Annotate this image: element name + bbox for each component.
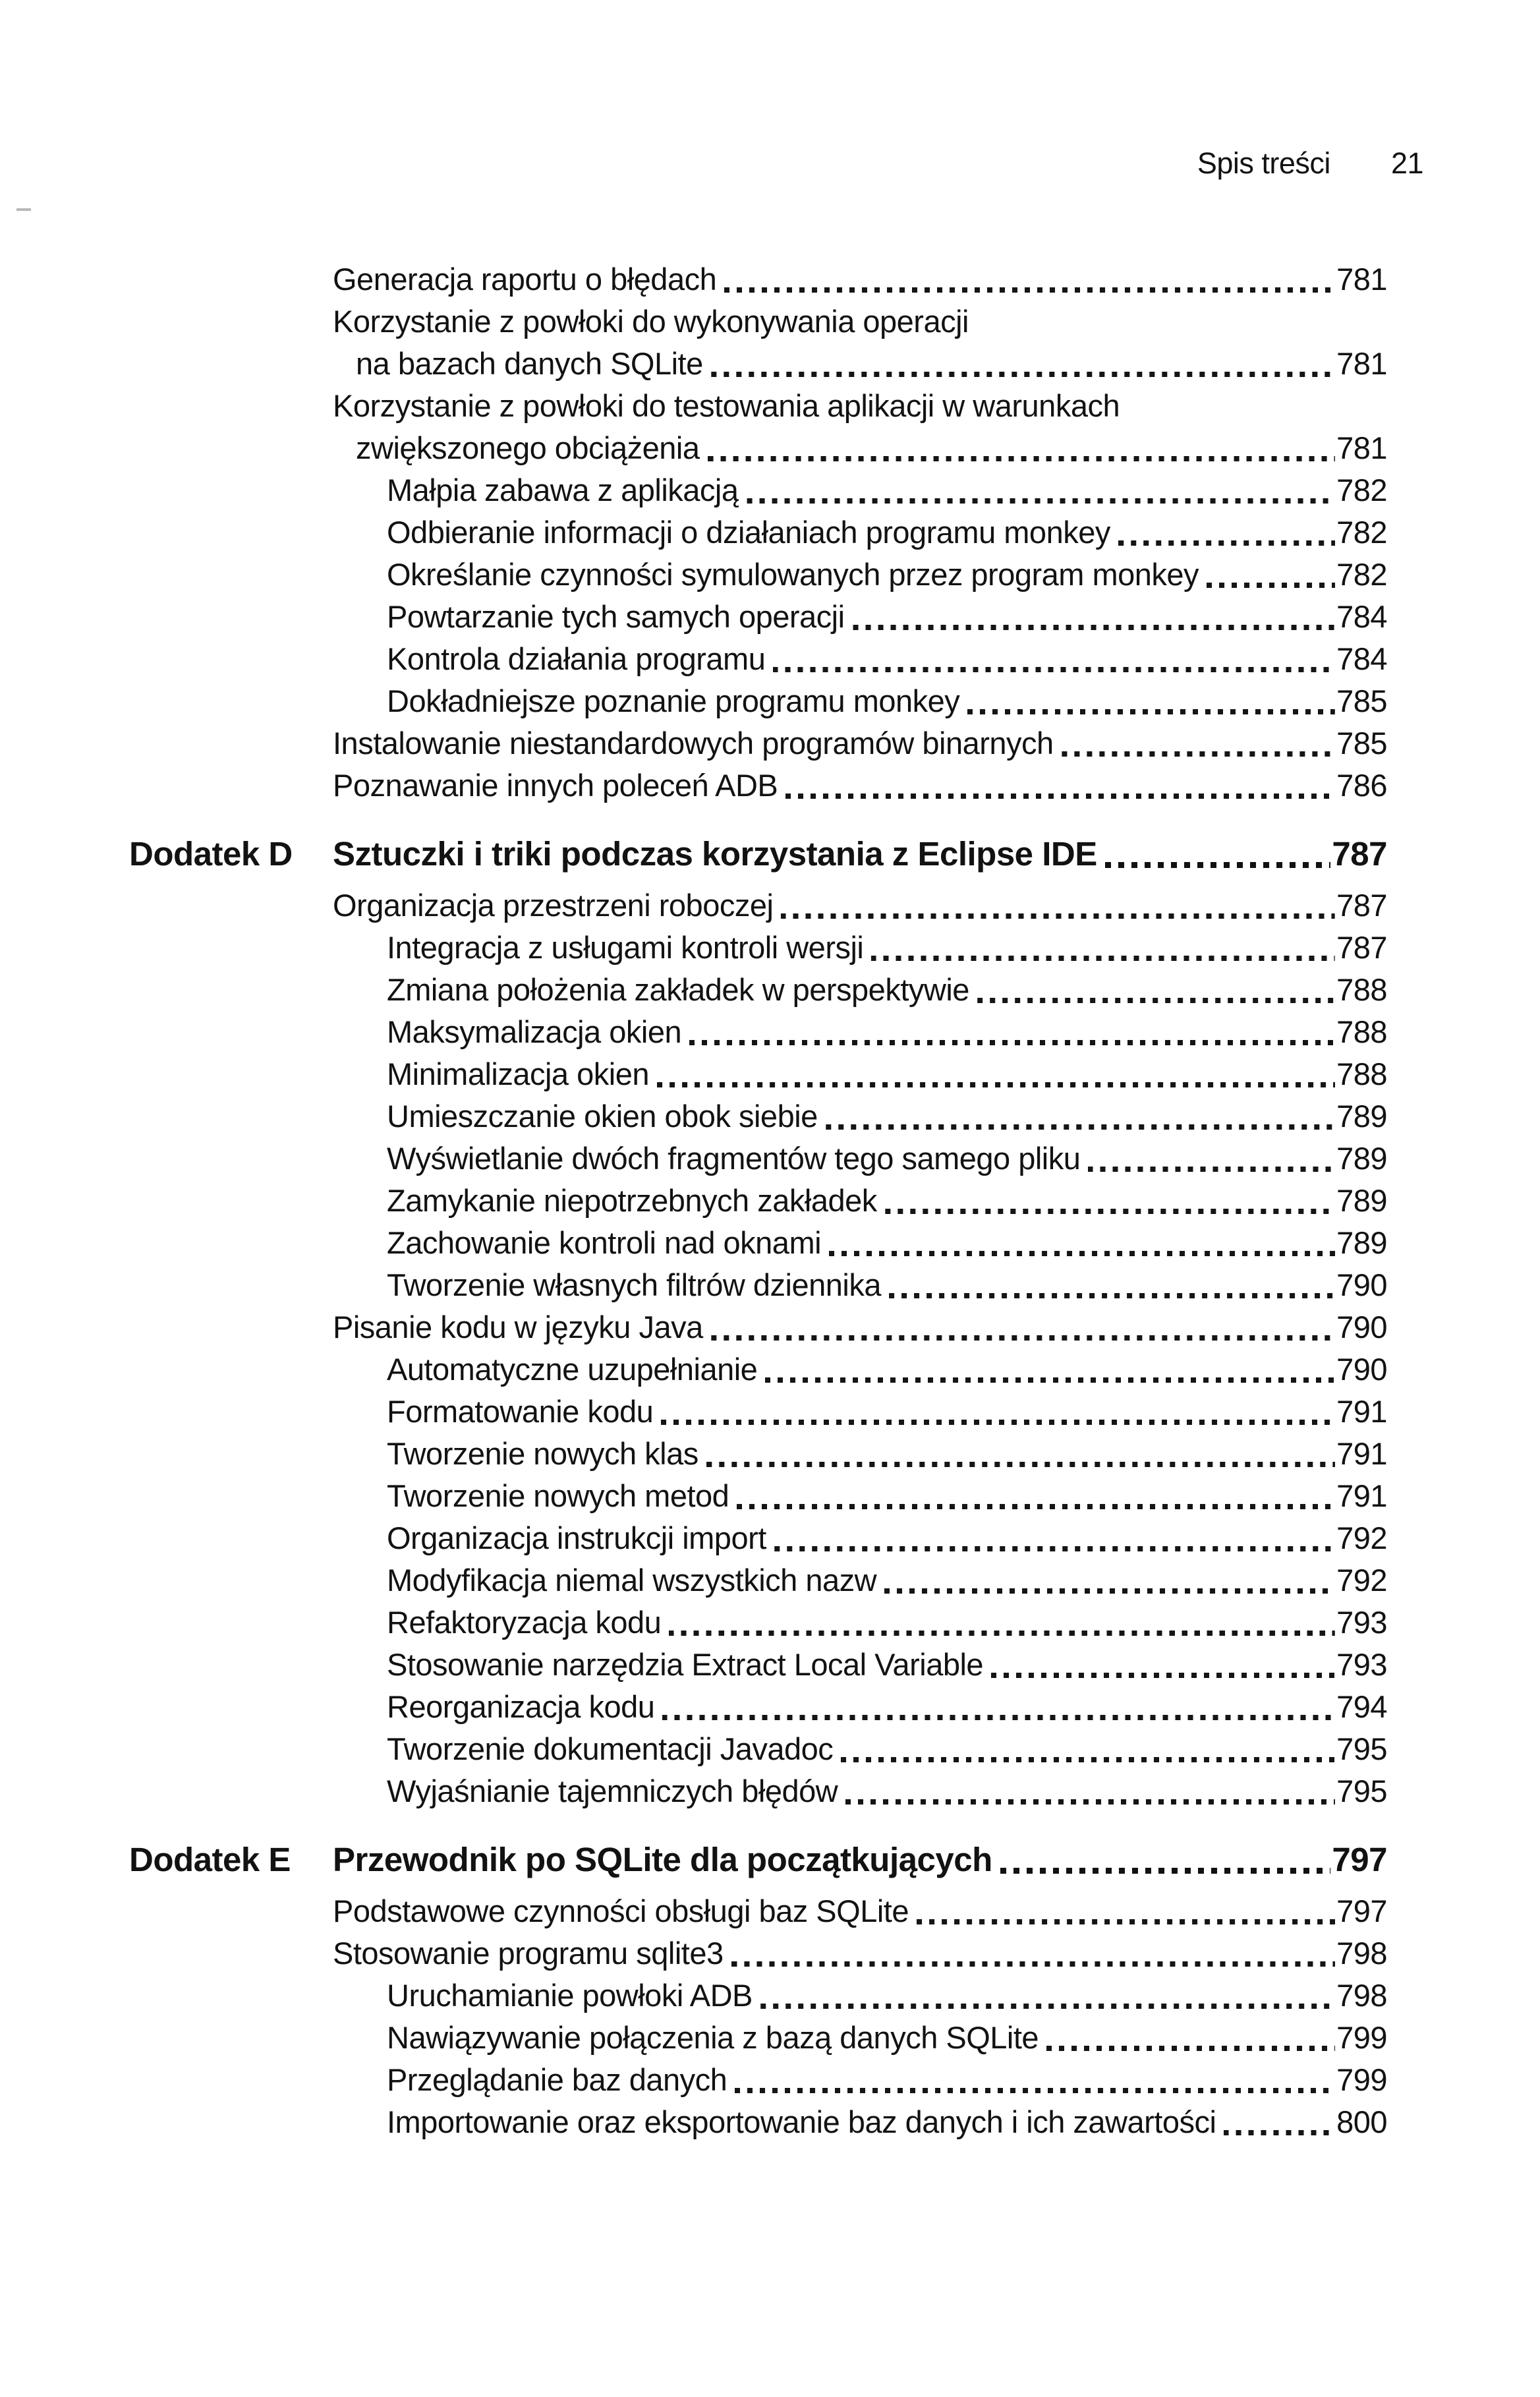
toc-entry-label: Powtarzanie tych samych operacji (387, 599, 845, 634)
toc (0, 258, 1387, 2143)
toc-entry (0, 969, 1387, 1011)
toc-entry (0, 511, 1387, 554)
dot-leader (967, 709, 1335, 714)
toc-entry-line (387, 927, 1387, 969)
toc-entry-line (333, 765, 1387, 807)
toc-entry-label: Podstawowe czynności obsługi baz SQLite (333, 1893, 909, 1928)
toc-entry-line (387, 511, 1387, 554)
toc-page-number: 787 (1336, 888, 1387, 923)
toc-page-number: 789 (1336, 1225, 1387, 1260)
dot-leader (711, 1335, 1335, 1341)
toc-entry (0, 1644, 1387, 1686)
toc-entry-line (387, 554, 1387, 596)
toc-entry-label: Zachowanie kontroli nad oknami (387, 1225, 822, 1260)
toc-entry-line (387, 1053, 1387, 1095)
toc-entry-line (387, 1222, 1387, 1264)
dot-leader (760, 2004, 1335, 2009)
toc-entry-line (333, 258, 1387, 301)
toc-page-number: 784 (1336, 641, 1387, 676)
toc-entry (0, 1391, 1387, 1433)
toc-entry-label: Stosowanie programu sqlite3 (333, 1936, 724, 1971)
toc-entry-label: Zmiana położenia zakładek w perspektywie (387, 972, 969, 1007)
toc-page-number: 781 (1336, 430, 1387, 465)
toc-entry-label: Minimalizacja okien (387, 1056, 649, 1091)
appendix-title: Sztuczki i triki podczas korzystania z Eclipse IDE (333, 835, 1097, 873)
appendix-label: Dodatek E (129, 1841, 291, 1878)
toc-entry (0, 1348, 1387, 1391)
toc-entry-line (387, 1264, 1387, 1306)
dot-leader (841, 1757, 1335, 1762)
dot-leader (1224, 2130, 1335, 2135)
toc-entry-line (387, 1433, 1387, 1475)
toc-entry (0, 1686, 1387, 1728)
toc-entry-label: Nawiązywanie połączenia z bazą danych SQLite (387, 2020, 1039, 2055)
dot-leader (711, 372, 1335, 377)
toc-entry-line (387, 1475, 1387, 1517)
toc-entry-label: Organizacja instrukcji import (387, 1520, 766, 1555)
toc-page-number: 793 (1336, 1605, 1387, 1640)
dot-leader (774, 1546, 1335, 1551)
scan-artifact (16, 208, 31, 211)
toc-entry (0, 301, 1387, 385)
dot-leader (785, 794, 1335, 799)
dot-leader (708, 456, 1336, 461)
toc-page-number: 787 (1336, 930, 1387, 965)
toc-page-number: 789 (1336, 1183, 1387, 1218)
toc-entry-line (387, 1644, 1387, 1686)
toc-page-number: 798 (1336, 1936, 1387, 1971)
dot-leader (662, 1715, 1335, 1720)
toc-entry-label: Dokładniejsze poznanie programu monkey (387, 683, 960, 718)
appendix-label: Dodatek D (129, 835, 293, 873)
dot-leader (829, 1251, 1335, 1256)
toc-entry-line (333, 1306, 1387, 1348)
toc-entry-line (333, 1890, 1387, 1932)
dot-leader (661, 1420, 1335, 1425)
toc-entry (0, 554, 1387, 596)
toc-entry (0, 1222, 1387, 1264)
toc-entry-label: Reorganizacja kodu (387, 1689, 655, 1724)
toc-entry-label: na bazach danych SQLite (356, 346, 703, 381)
toc-entry-label: Małpia zabawa z aplikacją (387, 473, 739, 507)
toc-entry (0, 1011, 1387, 1053)
toc-entry-label: Korzystanie z powłoki do wykonywania operacji (333, 304, 969, 339)
toc-entry (0, 1559, 1387, 1602)
dot-leader (991, 1673, 1335, 1678)
toc-page-number: 799 (1336, 2062, 1387, 2097)
dot-leader (669, 1631, 1335, 1636)
toc-entry-label: Maksymalizacja okien (387, 1014, 682, 1049)
toc-entry-label: Tworzenie nowych metod (387, 1478, 729, 1513)
toc-entry-label: Poznawanie innych poleceń ADB (333, 768, 778, 803)
toc-page-number: 781 (1336, 262, 1387, 297)
toc-entry (0, 2101, 1387, 2143)
dot-leader (1088, 1167, 1335, 1172)
toc-entry-label: Generacja raportu o błędach (333, 262, 717, 297)
toc-page-number: 790 (1336, 1267, 1387, 1302)
toc-entry-line (387, 1095, 1387, 1138)
toc-entry-line (387, 1602, 1387, 1644)
toc-page-number: 782 (1336, 515, 1387, 550)
toc-page-number: 794 (1336, 1689, 1387, 1724)
dot-leader (977, 998, 1335, 1003)
dot-leader (1207, 583, 1335, 588)
toc-entry-line (387, 1770, 1387, 1812)
dot-leader (1118, 540, 1335, 546)
toc-entry-label: Modyfikacja niemal wszystkich nazw (387, 1563, 877, 1598)
page-header (0, 146, 1423, 181)
toc-entry (0, 258, 1387, 301)
toc-entry (0, 2059, 1387, 2101)
appendix-title: Przewodnik po SQLite dla początkujących (333, 1841, 992, 1878)
dot-leader (706, 1462, 1335, 1467)
toc-entry (0, 1890, 1387, 1932)
toc-entry-line (387, 2059, 1387, 2101)
header-title: Spis treści (1197, 146, 1330, 180)
toc-entry-line (387, 1559, 1387, 1602)
toc-entry (0, 1517, 1387, 1559)
dot-leader (1062, 751, 1335, 757)
toc-entry-line (387, 638, 1387, 680)
toc-page-number: 785 (1336, 726, 1387, 761)
dot-leader (889, 1293, 1335, 1298)
toc-page-number: 797 (1336, 1893, 1387, 1928)
dot-leader (1105, 862, 1331, 868)
toc-entry-line (387, 969, 1387, 1011)
toc-entry-label: Korzystanie z powłoki do testowania aplikacji w warunkach (333, 388, 1120, 423)
toc-page-number: 788 (1336, 1056, 1387, 1091)
toc-entry-label: Umieszczanie okien obok siebie (387, 1099, 818, 1134)
toc-page-number: 791 (1336, 1394, 1387, 1429)
toc-entry-line (387, 1180, 1387, 1222)
toc-page-number: 795 (1336, 1774, 1387, 1808)
dot-leader (1046, 2046, 1335, 2051)
toc-entry-label: Tworzenie własnych filtrów dziennika (387, 1267, 881, 1302)
toc-entry-label: Importowanie oraz eksportowanie baz danych i ich zawartości (387, 2104, 1216, 2139)
toc-entry (0, 884, 1387, 927)
toc-entry-line (387, 2017, 1387, 2059)
toc-page-number: 795 (1336, 1731, 1387, 1766)
appendix-heading (0, 832, 1387, 877)
toc-page-number: 781 (1336, 346, 1387, 381)
toc-entry-label: Uruchamianie powłoki ADB (387, 1978, 753, 2013)
toc-entry (0, 927, 1387, 969)
toc-entry-line (333, 722, 1387, 765)
toc-page-number: 790 (1336, 1310, 1387, 1344)
toc-entry (0, 638, 1387, 680)
toc-entry (0, 1602, 1387, 1644)
dot-leader (737, 1504, 1335, 1509)
toc-entry-label: Instalowanie niestandardowych programów binarnych (333, 726, 1054, 761)
dot-leader (1000, 1868, 1331, 1874)
toc-entry (0, 1932, 1387, 1975)
toc-entry-label: Wyjaśnianie tajemniczych błędów (387, 1774, 838, 1808)
toc-entry-line (387, 2101, 1387, 2143)
toc-entry-label: Zamykanie niepotrzebnych zakładek (387, 1183, 877, 1218)
toc-page-number: 782 (1336, 473, 1387, 507)
toc-entry-line (387, 1138, 1387, 1180)
dot-leader (731, 1961, 1335, 1967)
toc-page-number: 799 (1336, 2020, 1387, 2055)
toc-entry-label: Tworzenie dokumentacji Javadoc (387, 1731, 834, 1766)
toc-entry (0, 680, 1387, 722)
toc-entry-label: zwiększonego obciążenia (356, 430, 700, 465)
toc-entry-label: Automatyczne uzupełnianie (387, 1352, 758, 1387)
toc-entry-line (333, 385, 1387, 427)
toc-page-number: 800 (1336, 2104, 1387, 2139)
dot-leader (765, 1377, 1335, 1383)
toc-entry-label: Organizacja przestrzeni roboczej (333, 888, 774, 923)
toc-entry-label: Przeglądanie baz danych (387, 2062, 727, 2097)
dot-leader (689, 1040, 1335, 1045)
toc-entry (0, 765, 1387, 807)
toc-entry (0, 1728, 1387, 1770)
toc-entry-line (333, 343, 1387, 385)
toc-entry-line (387, 680, 1387, 722)
dot-leader (826, 1124, 1335, 1130)
toc-page-number: 789 (1336, 1141, 1387, 1176)
toc-page-number: 791 (1336, 1436, 1387, 1471)
toc-entry-label: Stosowanie narzędzia Extract Local Variable (387, 1647, 984, 1682)
toc-entry-label: Kontrola działania programu (387, 641, 766, 676)
dot-leader (871, 956, 1335, 961)
toc-entry (0, 1264, 1387, 1306)
header-page-number: 21 (1390, 146, 1423, 180)
toc-entry (0, 1180, 1387, 1222)
toc-page-number: 782 (1336, 557, 1387, 592)
toc-entry-line (387, 1011, 1387, 1053)
dot-leader (781, 913, 1335, 919)
toc-entry (0, 1138, 1387, 1180)
dot-leader (747, 498, 1336, 504)
toc-entry-line (387, 1517, 1387, 1559)
toc-entry-label: Pisanie kodu w języku Java (333, 1310, 703, 1344)
appendix-heading (0, 1837, 1387, 1882)
toc-page-number: 786 (1336, 768, 1387, 803)
toc-page-number: 797 (1332, 1841, 1387, 1878)
toc-entry (0, 1770, 1387, 1812)
toc-entry (0, 1095, 1387, 1138)
toc-entry-label: Tworzenie nowych klas (387, 1436, 699, 1471)
toc-page-number: 788 (1336, 972, 1387, 1007)
dot-leader (773, 667, 1335, 672)
toc-entry-line (387, 469, 1387, 511)
dot-leader (917, 1919, 1335, 1924)
toc-entry-line (387, 1391, 1387, 1433)
toc-page-number: 787 (1332, 835, 1387, 873)
toc-entry-line (387, 1728, 1387, 1770)
toc-page-number: 798 (1336, 1978, 1387, 2013)
toc-entry (0, 1306, 1387, 1348)
dot-leader (735, 2088, 1335, 2093)
dot-leader (657, 1082, 1335, 1087)
toc-page-number: 789 (1336, 1099, 1387, 1134)
toc-entry (0, 1053, 1387, 1095)
toc-page-number: 785 (1336, 683, 1387, 718)
toc-page-number: 791 (1336, 1478, 1387, 1513)
toc-entry (0, 722, 1387, 765)
toc-page-number: 792 (1336, 1563, 1387, 1598)
toc-entry-line (333, 301, 1387, 343)
toc-entry-line (333, 427, 1387, 469)
toc-entry-label: Odbieranie informacji o działaniach programu monkey (387, 515, 1110, 550)
toc-entry (0, 385, 1387, 469)
toc-entry (0, 469, 1387, 511)
toc-entry (0, 2017, 1387, 2059)
toc-entry (0, 596, 1387, 638)
toc-page-number: 784 (1336, 599, 1387, 634)
toc-entry-label: Określanie czynności symulowanych przez program monkey (387, 557, 1199, 592)
toc-entry (0, 1975, 1387, 2017)
toc-entry-line (333, 1932, 1387, 1975)
toc-entry-label: Refaktoryzacja kodu (387, 1605, 662, 1640)
toc-page-number: 792 (1336, 1520, 1387, 1555)
toc-entry-label: Formatowanie kodu (387, 1394, 654, 1429)
toc-entry-line (387, 1348, 1387, 1391)
toc-page-number: 790 (1336, 1352, 1387, 1387)
toc-entry-label: Integracja z usługami kontroli wersji (387, 930, 864, 965)
toc-entry-line (333, 884, 1387, 927)
dot-leader (853, 625, 1336, 630)
toc-entry (0, 1433, 1387, 1475)
toc-page-number: 788 (1336, 1014, 1387, 1049)
toc-entry-line (387, 1686, 1387, 1728)
dot-leader (724, 287, 1335, 293)
toc-entry-label: Wyświetlanie dwóch fragmentów tego samego pliku (387, 1141, 1081, 1176)
toc-entry-line (387, 596, 1387, 638)
toc-page-number: 793 (1336, 1647, 1387, 1682)
dot-leader (885, 1209, 1335, 1214)
toc-entry (0, 1475, 1387, 1517)
dot-leader (884, 1588, 1335, 1594)
dot-leader (845, 1799, 1335, 1805)
toc-entry-line (387, 1975, 1387, 2017)
